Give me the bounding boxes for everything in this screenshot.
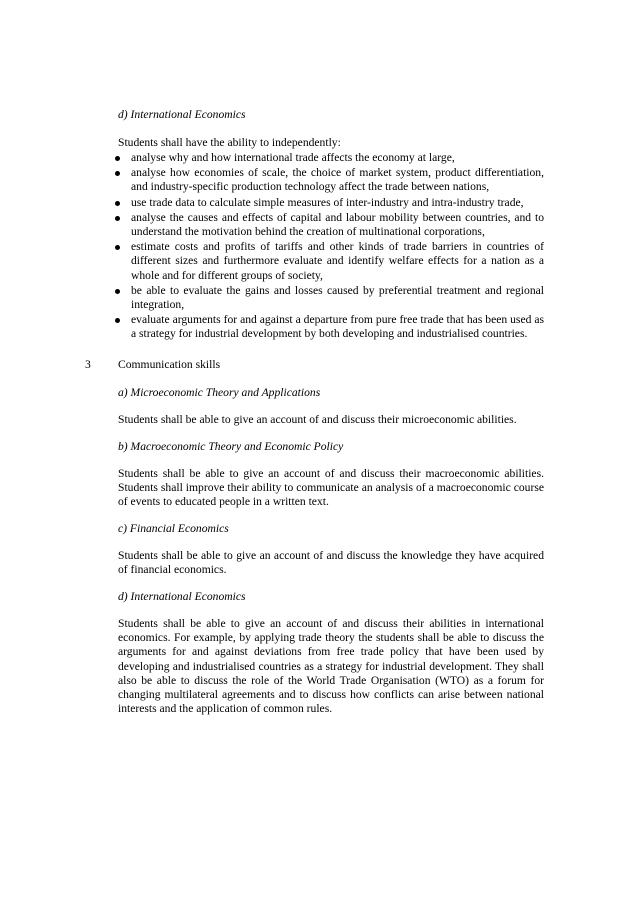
bullet-icon bbox=[115, 156, 120, 161]
list-item-text: be able to evaluate the gains and losses caused by preferential treatment and regional integration, bbox=[131, 283, 544, 312]
bullet-icon bbox=[115, 216, 120, 221]
list-item-text: evaluate arguments for and against a departure from pure free trade that has been used as a strategy for industrial development by both developing and industrialised countries. bbox=[131, 313, 544, 341]
list-item-text: estimate costs and profits of tariffs and other kinds of trade barriers in countries of different sizes and furthermore evaluate and identify welfare effects for a nation as a whole and for different groups of society, bbox=[131, 240, 544, 282]
list-item-text: analyse how economies of scale, the choice of market system, product differentiation, and industry-specific production technology affect the trade between nations, bbox=[131, 166, 544, 194]
micro-text: Students shall be able to give an account of and discuss their microeconomic abilities. bbox=[118, 413, 517, 426]
list-item-text: analyse why and how international trade affects the economy at large, bbox=[131, 151, 455, 164]
bullet-icon bbox=[115, 201, 120, 206]
intl-economics-bullet-list bbox=[118, 151, 544, 343]
bullet-icon bbox=[115, 289, 120, 294]
financial-text: Students shall be able to give an account of and discuss the knowledge they have acquired of financial economics. bbox=[118, 549, 544, 577]
list-item bbox=[118, 151, 544, 165]
bullet-icon bbox=[115, 171, 120, 176]
intl-economics-heading: d) International Economics bbox=[118, 108, 246, 121]
bullet-icon bbox=[115, 318, 120, 323]
intl-economics-text: Students shall be able to give an account of and discuss their abilities in international economics. For example, by applying trade theory the students shall be able to discuss the arguments for and against deviations from free trade policy that have been used by developing and industrialised countries as a strategy for industrial development. They shall also be able to discuss the role of the World Trade Organisation (WTO) as a forum for changing multilateral agreements and to discuss how conflicts can arise between national interests and the application of common rules. bbox=[118, 617, 544, 716]
bullet-icon bbox=[115, 245, 120, 250]
intl-economics-heading-2: d) International Economics bbox=[118, 590, 246, 603]
list-item bbox=[118, 313, 544, 341]
list-item-text: use trade data to calculate simple measures of inter-industry and intra-industry trade, bbox=[131, 195, 524, 209]
section-number: 3 bbox=[85, 358, 91, 371]
list-item-text: analyse the causes and effects of capital and labour mobility between countries, and to understand the motivation behind the creation of multinational corporations, bbox=[131, 210, 544, 239]
macro-text: Students shall be able to give an account of and discuss their macroeconomic abilities. Students shall improve their ability to communicate an analysis of a macroeconomic course of events to educated people in a written text. bbox=[118, 467, 544, 509]
section-heading bbox=[85, 358, 545, 372]
financial-heading: c) Financial Economics bbox=[118, 522, 229, 535]
intl-economics-intro: Students shall have the ability to independently: bbox=[118, 136, 341, 149]
micro-heading: a) Microeconomic Theory and Applications bbox=[118, 386, 321, 399]
list-item bbox=[118, 166, 544, 194]
list-item bbox=[118, 196, 544, 210]
list-item bbox=[118, 284, 544, 312]
section-title: Communication skills bbox=[118, 358, 221, 371]
macro-heading: b) Macroeconomic Theory and Economic Policy bbox=[118, 440, 344, 453]
list-item bbox=[118, 211, 544, 239]
list-item bbox=[118, 240, 544, 283]
